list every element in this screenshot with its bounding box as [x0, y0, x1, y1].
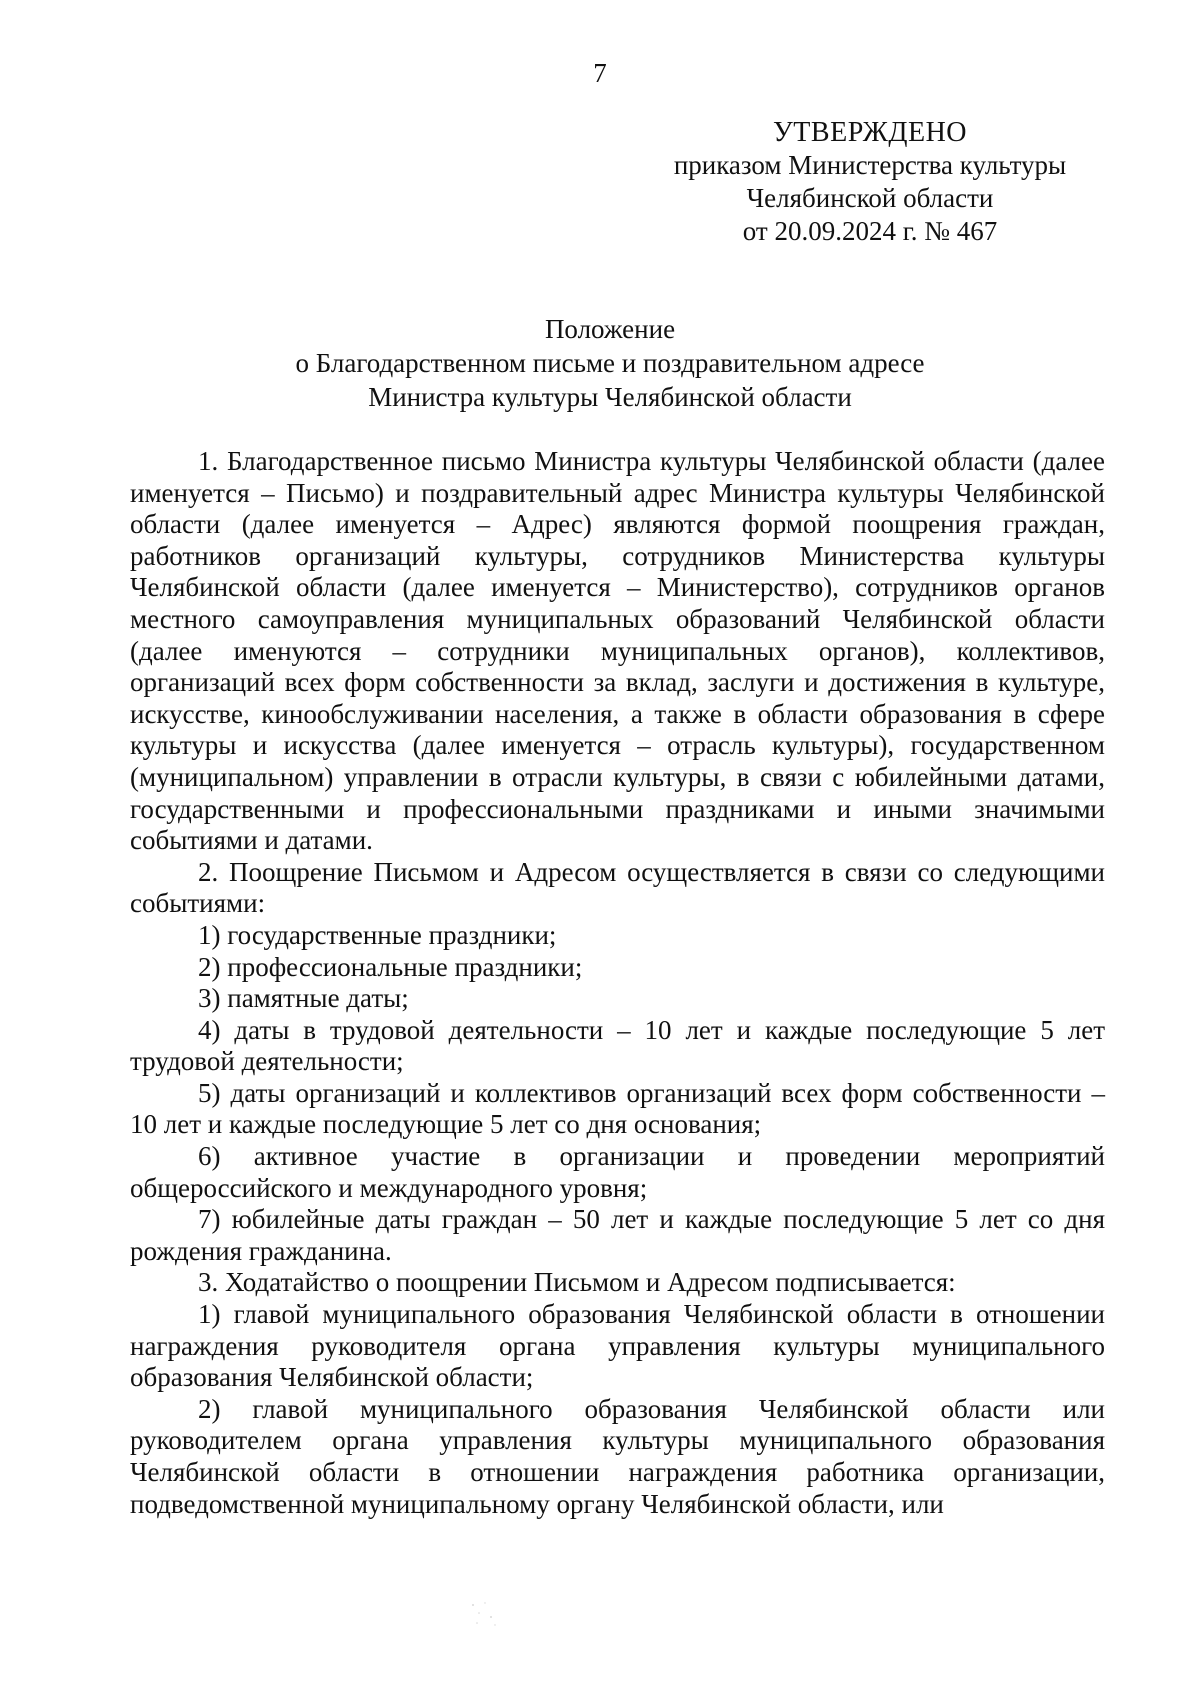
approval-region-line: Челябинской области: [746, 183, 994, 213]
list-item-2-3: 3) памятные даты;: [198, 983, 409, 1014]
approval-stamp-block: [640, 116, 1100, 248]
list-item-3-1: 1) главой муниципального образования Челябинской области в отношении награждения руководителя органа управления культуры муниципального образования Челябинской области;: [130, 1299, 1105, 1393]
list-item-2-2: 2) профессиональные праздники;: [198, 951, 583, 982]
document-title: [130, 312, 1090, 414]
paragraph-2: 2. Поощрение Письмом и Адресом осуществляется в связи со следующими событиями:: [130, 856, 1105, 919]
document-title-line-2: о Благодарственном письме и поздравительном адресе: [295, 348, 925, 378]
document-body: [130, 446, 1105, 1520]
approval-order-line: приказом Министерства культуры: [673, 150, 1067, 180]
page-number: 7: [593, 58, 607, 88]
list-item-3-2: 2) главой муниципального образования Челябинской области или руководителем органа управления культуры муниципального образования Челябинской области в отношении награждения работника организации, подведомственной муниципальному органу Челябинской области, или: [130, 1393, 1105, 1519]
list-item-2-5: 5) даты организаций и коллективов организаций всех форм собственности – 10 лет и каждые последующие 5 лет со дня основания;: [130, 1077, 1105, 1140]
approval-heading: УТВЕРЖДЕНО: [772, 117, 968, 148]
list-item-2-4: 4) даты в трудовой деятельности – 10 лет и каждые последующие 5 лет трудовой деятельности;: [130, 1014, 1105, 1077]
paragraph-1: 1. Благодарственное письмо Министра культуры Челябинской области (далее именуется – Письмо) и поздравительный адрес Министра культуры Челябинской области (далее именуется – Адрес) являются формой поощрения граждан, работников организаций культуры, сотрудников Министерства культуры Челябинской области (далее именуется – Министерство), сотрудников органов местного самоуправления муниципальных образований Челябинской области (далее именуются – сотрудники муниципальных органов), коллективов, организаций всех форм собственности за вклад, заслуги и достижения в культуре, искусстве, кинообслуживании населения, а также в области образования в сфере культуры и искусства (далее именуется – отрасль культуры), государственном (муниципальном) управлении в отрасли культуры, в связи с юбилейными датами, государственными и профессиональными праздниками и иными значимыми событиями и датами.: [130, 446, 1105, 856]
approval-date-number-line: от 20.09.2024 г. № 467: [742, 216, 998, 246]
list-item-2-7: 7) юбилейные даты граждан – 50 лет и каждые последующие 5 лет со дня рождения гражданина.: [130, 1204, 1105, 1266]
document-title-line-3: Министра культуры Челябинской области: [368, 382, 852, 412]
scan-noise-decoration: [465, 1595, 505, 1635]
list-item-2-6: 6) активное участие в организации и проведении мероприятий общероссийского и международного уровня;: [130, 1141, 1105, 1203]
document-title-line-1: Положение: [544, 314, 676, 344]
paragraph-3: 3. Ходатайство о поощрении Письмом и Адресом подписывается:: [198, 1267, 956, 1298]
list-item-2-1: 1) государственные праздники;: [198, 919, 557, 950]
